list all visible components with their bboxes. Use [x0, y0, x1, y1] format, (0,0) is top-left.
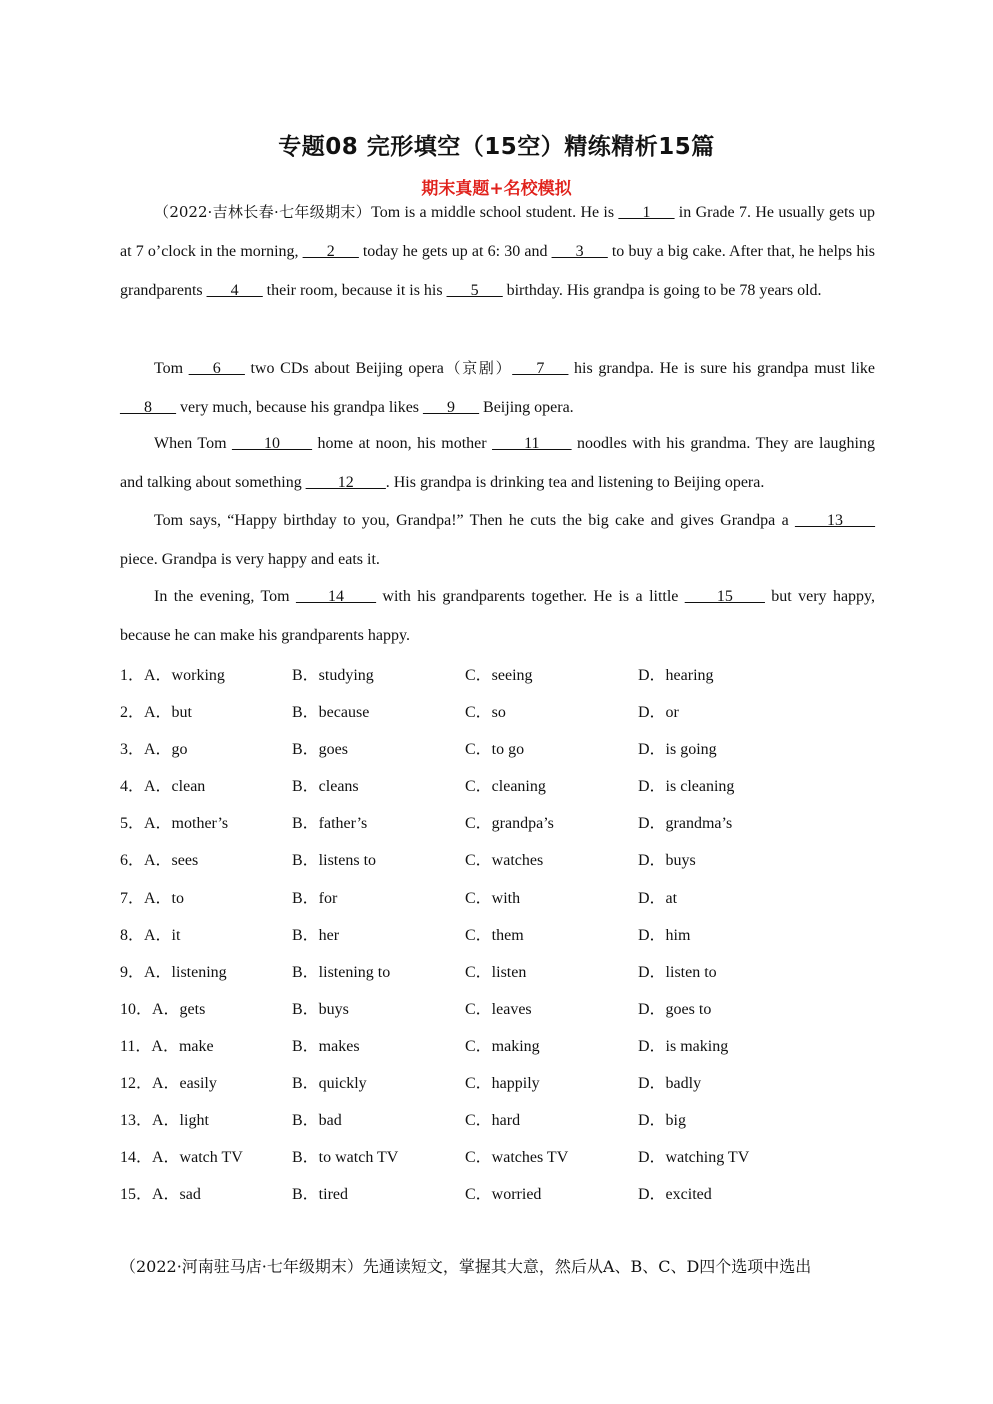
passage-paragraph-4 [120, 501, 875, 579]
passage-text: Tom [154, 360, 189, 377]
option-b: B．tired [292, 1186, 348, 1204]
option-b: B．studying [292, 667, 374, 684]
option-a: 2．A．but [120, 704, 193, 722]
passage-text: to buy a big cake. After that, he helps his grandparents [120, 243, 875, 299]
passage-text: piece. Grandpa is very happy and eats it. [120, 551, 380, 568]
passage-text: noodles with his grandma. They are laughing and talking about something [120, 435, 875, 491]
option-d: D．hearing [638, 667, 714, 684]
option-b: B．father’s [292, 815, 368, 833]
blank-7: ___7___ [512, 360, 569, 377]
option-b: B．listening to [292, 963, 391, 981]
blank-1: ___1___ [618, 204, 675, 221]
option-row [120, 1025, 880, 1062]
option-row [120, 1136, 880, 1173]
passage-text: today he gets up at 6: 30 and [358, 243, 552, 260]
option-a: 6．A．sees [120, 852, 199, 870]
option-c: C．making [465, 1037, 540, 1055]
option-a: 5．A．mother’s [120, 815, 229, 833]
option-d: D．badly [638, 1075, 702, 1093]
passage-text: very much, because his grandpa likes [176, 399, 424, 416]
answer-options [120, 654, 880, 1210]
option-a: 15．A．sad [120, 1186, 201, 1204]
option-b: B．buys [292, 1000, 349, 1018]
option-a: 3．A．go [120, 741, 188, 759]
blank-12: ____12____ [305, 474, 386, 491]
option-d: D．buys [638, 852, 696, 870]
passage-text: his grandpa. He is sure his grandpa must like [568, 360, 875, 377]
next-passage-intro: （2022·河南驻马店·七年级期末）先通读短文，掌握其大意，然后从A、B、C、D四个选项中选出 [120, 1257, 812, 1276]
passage-text: In the evening, Tom [154, 588, 297, 605]
source-label: （2022·吉林长春·七年级期末） [154, 203, 372, 221]
option-row [120, 765, 880, 802]
option-d: D．big [638, 1112, 687, 1130]
option-d: D．is cleaning [638, 778, 735, 796]
option-row [120, 691, 880, 728]
page-title: 专题08 完形填空（15空）精练精析15篇 [278, 134, 715, 160]
option-row [120, 839, 880, 876]
option-b: B．her [292, 926, 340, 944]
option-c: C．watches TV [465, 1149, 569, 1167]
option-b: B．makes [292, 1037, 360, 1055]
option-c: C．watches [465, 852, 544, 870]
option-d: D．excited [638, 1186, 712, 1204]
option-row [120, 1099, 880, 1136]
option-d: D．or [638, 704, 679, 722]
option-row [120, 1173, 880, 1210]
passage-text: in Grade 7. He usually gets up at 7 o’clock in the morning, [120, 204, 875, 260]
option-b: B．goes [292, 741, 349, 759]
option-d: D．goes to [638, 1000, 712, 1018]
option-c: C．leaves [465, 1000, 532, 1018]
blank-3: ___3___ [551, 243, 608, 260]
blank-14: ____14____ [296, 588, 377, 605]
blank-9: ___9___ [423, 399, 480, 416]
option-a: 4．A．clean [120, 778, 206, 796]
option-d: D．him [638, 926, 691, 944]
option-a: 12．A．easily [120, 1075, 217, 1093]
option-row [120, 654, 880, 691]
option-b: B．for [292, 889, 338, 907]
blank-11: ____11____ [492, 435, 572, 452]
option-d: D．grandma’s [638, 815, 733, 833]
option-b: B．to watch TV [292, 1149, 399, 1167]
blank-13: ____13____ [795, 512, 875, 529]
blank-10: ____10____ [232, 435, 313, 452]
option-c: C．seeing [465, 667, 533, 684]
option-b: B．listens to [292, 852, 377, 870]
passage-text: Tom is a middle school student. He is [371, 204, 619, 221]
option-a: 13．A．light [120, 1112, 209, 1130]
option-a: 9．A．listening [120, 963, 227, 981]
option-b: B．quickly [292, 1075, 367, 1093]
option-b: B．because [292, 704, 370, 722]
option-row [120, 951, 880, 988]
option-row [120, 914, 880, 951]
passage-text: When Tom [154, 435, 233, 452]
option-c: C．to go [465, 741, 525, 759]
option-c: C．hard [465, 1112, 521, 1130]
option-row [120, 728, 880, 765]
passage-text: Tom says, “Happy birthday to you, Grandpa!” Then he cuts the big cake and gives Grandpa a [154, 512, 795, 529]
blank-2: ___2___ [302, 243, 359, 260]
option-c: C．listen [465, 963, 527, 981]
blank-4: ___4___ [206, 282, 263, 299]
passage-text: birthday. His grandpa is going to be 78 years old. [502, 282, 822, 299]
option-row [120, 802, 880, 839]
option-d: D．listen to [638, 963, 717, 981]
option-d: D．watching TV [638, 1149, 750, 1167]
option-d: D．at [638, 889, 678, 907]
passage-text: Beijing opera. [479, 399, 574, 416]
passage-text: with his grandparents together. He is a little [376, 588, 685, 605]
blank-5: ___5___ [446, 282, 503, 299]
passage-paragraph-2 [120, 349, 875, 427]
option-a: 10．A．gets [120, 1000, 206, 1018]
option-b: B．bad [292, 1112, 342, 1130]
page-subtitle: 期末真题+名校模拟 [421, 179, 572, 199]
passage-text: . His grandpa is drinking tea and listening to Beijing opera. [385, 474, 765, 491]
option-c: C．worried [465, 1186, 542, 1204]
option-c: C．with [465, 889, 521, 907]
option-a: 14．A．watch TV [120, 1149, 243, 1167]
passage-text: two CDs about Beijing opera [244, 360, 444, 377]
option-c: C．grandpa’s [465, 815, 554, 833]
option-a: 7．A．to [120, 889, 185, 907]
option-c: C．so [465, 704, 506, 722]
passage-text: but very happy, because he can make his grandparents happy. [120, 588, 876, 644]
option-row [120, 877, 880, 914]
option-c: C．cleaning [465, 778, 546, 796]
option-row [120, 1062, 880, 1099]
blank-8: ___8___ [120, 399, 176, 416]
option-a: 8．A．it [120, 926, 181, 944]
blank-6: ___6___ [188, 360, 245, 377]
option-a: 1．A．working [120, 667, 225, 684]
option-b: B．cleans [292, 778, 359, 796]
passage-text: home at noon, his mother [312, 435, 493, 452]
option-row [120, 988, 880, 1025]
option-a: 11．A．make [120, 1037, 214, 1055]
option-c: C．them [465, 926, 524, 944]
passage-text-chinese: （京剧） [443, 359, 513, 377]
passage-paragraph-1 [120, 193, 875, 310]
blank-15: ____15____ [684, 588, 765, 605]
option-c: C．happily [465, 1075, 540, 1093]
option-d: D．is going [638, 741, 717, 759]
passage-paragraph-5 [120, 577, 875, 655]
passage-text: their room, because it is his [262, 282, 447, 299]
option-d: D．is making [638, 1037, 729, 1055]
passage-paragraph-3 [120, 424, 875, 502]
